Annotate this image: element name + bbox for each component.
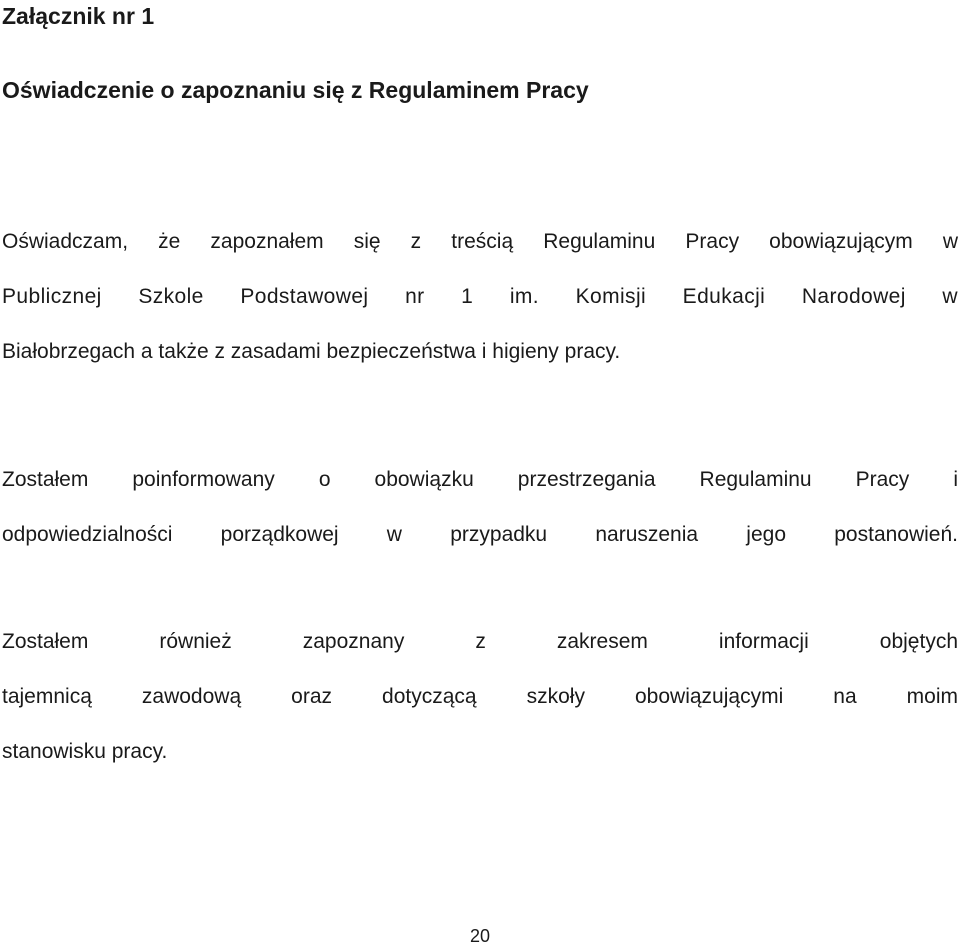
paragraph-line: Publicznej Szkole Podstawowej nr 1 im. Komisji Edukacji Narodowej w [2,285,958,308]
paragraph-line: odpowiedzialności porządkowej w przypadku naruszenia jego postanowień. [2,523,958,546]
paragraph-line: tajemnicą zawodową oraz dotyczącą szkoły obowiązującymi na moim [2,685,958,708]
paragraph-line: stanowisku pracy. [2,740,168,763]
paragraph-line: Zostałem poinformowany o obowiązku przestrzegania Regulaminu Pracy i [2,468,958,491]
paragraph-line: Oświadczam, że zapoznałem się z treścią Regulaminu Pracy obowiązującym w [2,230,958,253]
paragraph-line: Białobrzegach a także z zasadami bezpieczeństwa i higieny pracy. [2,340,621,363]
document-title: Oświadczenie o zapoznaniu się z Regulaminem Pracy [2,77,589,103]
annex-label: Załącznik nr 1 [2,3,155,29]
paragraph-line: Zostałem również zapoznany z zakresem informacji objętych [2,630,958,653]
page-number: 20 [469,926,491,946]
